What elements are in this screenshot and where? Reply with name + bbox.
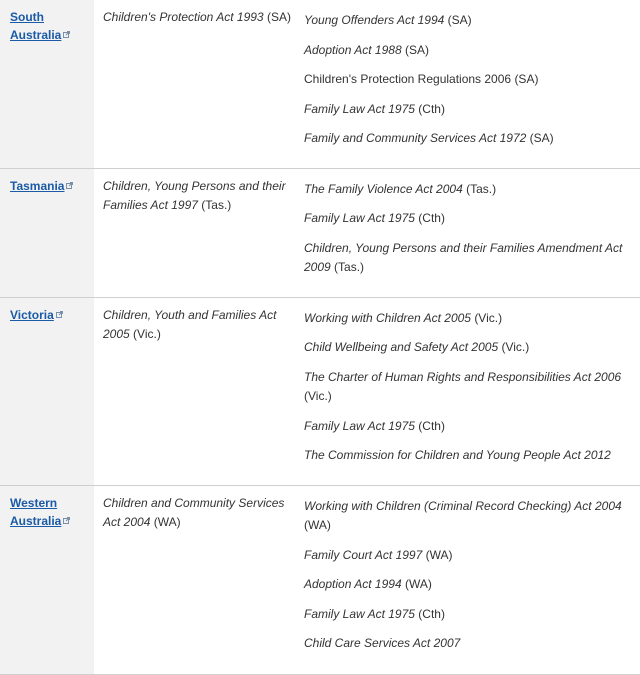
related-act-item — [304, 497, 634, 536]
external-link-icon — [66, 182, 73, 189]
primary-act-cell — [94, 168, 300, 297]
state-link-tasmania[interactable] — [10, 179, 73, 193]
related-act-title: Working with Children Act 2005 — [304, 310, 471, 325]
primary-act-cell — [94, 0, 300, 168]
related-act-jurisdiction: (Cth) — [418, 211, 445, 225]
related-act-jurisdiction: (SA) — [529, 131, 554, 145]
related-act-title: Child Wellbeing and Safety Act 2005 — [304, 340, 499, 354]
table-row-tasmania — [0, 168, 640, 297]
related-act-title: The Charter of Human Rights and Responsibilities Act 2006 — [304, 369, 622, 384]
state-link-western-australia[interactable] — [10, 496, 70, 528]
related-act-title: The Commission for Children and Young People Act 2012 — [304, 448, 611, 462]
related-act-item — [304, 546, 634, 566]
related-act-title: Family Law Act 1975 — [304, 606, 415, 621]
primary-act-jurisdiction: (Tas.) — [201, 198, 232, 212]
primary-act-jurisdiction: (WA) — [153, 515, 181, 529]
primary-act-cell — [94, 485, 300, 674]
related-act-jurisdiction: (WA) — [425, 547, 453, 562]
related-act-jurisdiction: (Cth) — [418, 418, 445, 433]
primary-act-title: Children, Youth and Families Act 2005 — [103, 307, 277, 341]
related-act-jurisdiction: (WA) — [304, 518, 331, 532]
primary-act-title: Children's Protection Act 1993 — [103, 10, 264, 24]
related-act-jurisdiction: (Vic.) — [474, 310, 503, 325]
related-acts-cell — [300, 297, 640, 485]
related-act-title: Family and Community Services Act 1972 — [304, 131, 527, 145]
primary-act-jurisdiction: (Vic.) — [133, 327, 161, 341]
primary-act-title: Children and Community Services Act 2004 — [103, 495, 285, 529]
related-act-title: The Family Violence Act 2004 — [304, 181, 463, 196]
related-act-title: Family Court Act 1997 — [304, 547, 423, 562]
state-name-part: Australia — [10, 28, 62, 42]
state-name-part: Western — [10, 495, 58, 510]
related-act-title: Working with Children (Criminal Record Checking) Act 2004 — [304, 498, 622, 513]
external-link-icon — [63, 31, 70, 38]
related-act-item — [304, 239, 634, 278]
related-act-item — [304, 180, 634, 200]
external-link-icon — [56, 311, 63, 318]
state-name-part: Victoria — [10, 307, 54, 322]
related-act-item — [304, 41, 634, 61]
state-name-part: Australia — [10, 513, 62, 528]
related-act-title: Children's Protection Regulations 2006 — [304, 72, 512, 86]
primary-act-title: Children, Young Persons and their Families Act 1997 — [103, 178, 286, 212]
related-act-title: Adoption Act 1994 — [304, 577, 402, 591]
related-act-jurisdiction: (Vic.) — [501, 340, 530, 354]
related-act-jurisdiction: (Vic.) — [304, 389, 332, 403]
external-link-icon — [63, 517, 70, 524]
related-act-title: Adoption Act 1988 — [304, 42, 402, 57]
related-act-item — [304, 368, 634, 407]
state-cell — [0, 485, 94, 674]
related-acts-cell — [300, 0, 640, 168]
related-act-jurisdiction: (Cth) — [418, 606, 445, 621]
related-act-item — [304, 338, 634, 358]
related-act-item — [304, 309, 634, 329]
related-act-item — [304, 417, 634, 437]
primary-act-cell — [94, 297, 300, 485]
related-act-title: Family Law Act 1975 — [304, 101, 415, 116]
related-act-item — [304, 70, 634, 90]
related-act-jurisdiction: (SA) — [404, 42, 429, 57]
related-act-jurisdiction: (Tas.) — [334, 260, 365, 274]
state-cell — [0, 0, 94, 168]
related-act-item — [304, 209, 634, 229]
state-link-victoria[interactable] — [10, 308, 63, 322]
related-act-title: Family Law Act 1975 — [304, 211, 415, 225]
related-act-jurisdiction: (SA) — [514, 72, 539, 86]
related-act-item — [304, 100, 634, 120]
table-row-victoria — [0, 297, 640, 485]
related-act-item — [304, 446, 634, 466]
state-cell — [0, 297, 94, 485]
state-cell — [0, 168, 94, 297]
primary-act-jurisdiction: (SA) — [266, 10, 291, 24]
related-act-item — [304, 11, 634, 31]
state-link-south-australia[interactable] — [10, 10, 70, 42]
related-act-item — [304, 605, 634, 625]
related-act-title: Children, Young Persons and their Families Amendment Act 2009 — [304, 240, 623, 274]
state-name-part: Tasmania — [10, 178, 65, 193]
related-act-title: Family Law Act 1975 — [304, 418, 415, 433]
related-act-item — [304, 575, 634, 595]
related-act-item — [304, 634, 634, 654]
state-name-part: South — [10, 10, 44, 24]
table-row-south-australia — [0, 0, 640, 168]
related-act-item — [304, 129, 634, 149]
related-act-title: Young Offenders Act 1994 — [304, 13, 445, 27]
related-acts-cell — [300, 168, 640, 297]
related-act-jurisdiction: (SA) — [447, 13, 472, 27]
table-row-western-australia — [0, 485, 640, 674]
related-acts-cell — [300, 485, 640, 674]
related-act-jurisdiction: (Tas.) — [466, 181, 497, 196]
related-act-title: Child Care Services Act 2007 — [304, 636, 461, 650]
related-act-jurisdiction: (WA) — [404, 577, 432, 591]
related-act-jurisdiction: (Cth) — [418, 101, 445, 116]
